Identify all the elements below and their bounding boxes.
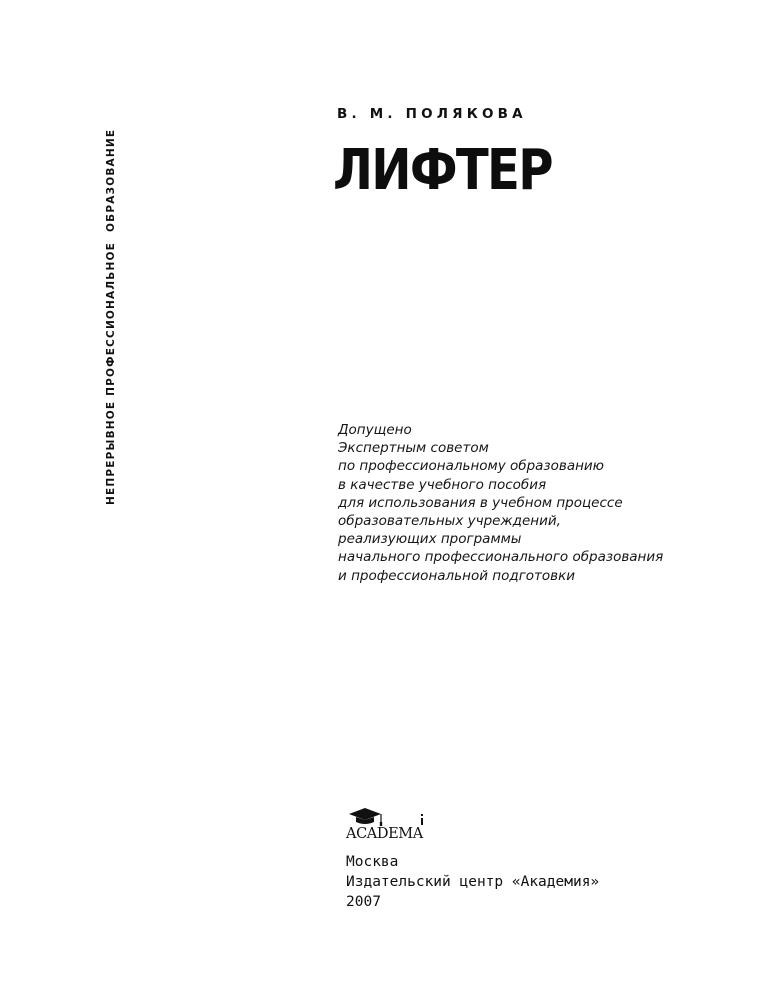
approval-line: по профессиональному образованию (338, 458, 605, 475)
approval-line: для использования в учебном процессе (338, 494, 623, 511)
approval-line: реализующих программы (338, 531, 522, 548)
approval-line: образовательных учреждений, (338, 513, 561, 530)
approval-statement (338, 421, 663, 585)
book-title: ЛИФТЕР (333, 138, 552, 203)
imprint-city: Москва (346, 854, 399, 870)
series-title-part2: ОБРАЗОВАНИЕ (105, 128, 117, 233)
series-title (105, 129, 117, 505)
approval-line: Экспертным советом (338, 440, 489, 457)
approval-line: начального профессионального образования (338, 549, 664, 566)
approval-line: Допущено (338, 422, 412, 438)
imprint-year: 2007 (346, 894, 381, 910)
imprint-publisher: Издательский центр «Академия» (346, 874, 600, 890)
academia-logo-text: ACADEMA (346, 826, 423, 842)
imprint (346, 852, 599, 912)
approval-line: и профессиональной подготовки (338, 567, 576, 584)
series-title-part1: НЕПРЕРЫВНОЕ ПРОФЕССИОНАЛЬНОЕ (105, 242, 117, 505)
author-name: В. М. ПОЛЯКОВА (337, 106, 527, 122)
approval-line: в качестве учебного пособия (338, 476, 547, 493)
